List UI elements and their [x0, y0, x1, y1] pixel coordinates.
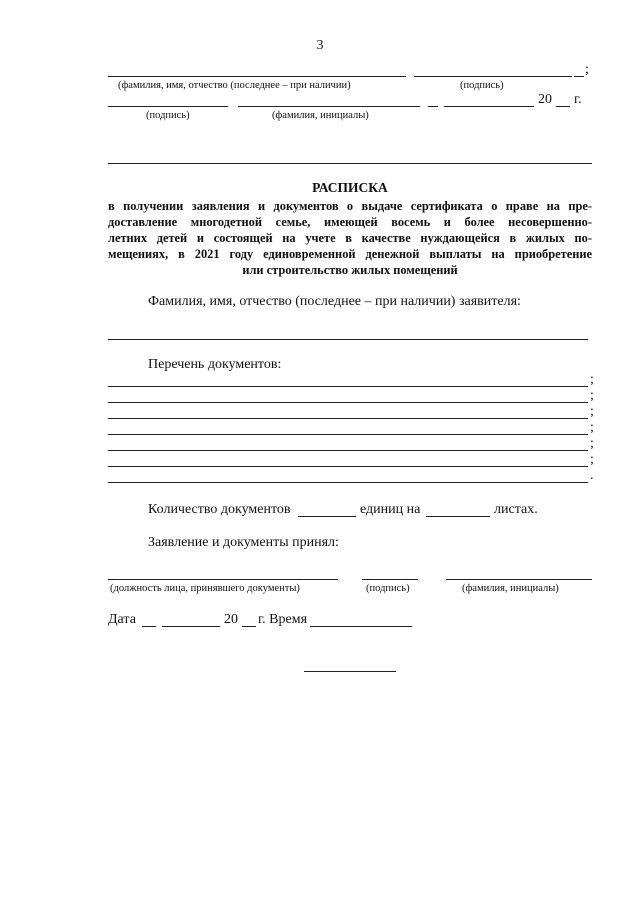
cut-line	[108, 163, 592, 164]
page-number: 3	[316, 38, 324, 53]
caption-sign-bottom: (подпись)	[366, 583, 410, 594]
document-line-end: ;	[590, 372, 594, 387]
heading-line: в получении заявления и документов о выдаче сертификата о праве на пре-	[108, 199, 592, 213]
heading-line: доставление многодетной семье, имеющей восемь и более несовершенно-	[108, 215, 592, 229]
year-prefix: 20	[538, 92, 552, 107]
document-line-end: .	[590, 468, 594, 483]
month-line	[444, 106, 534, 107]
caption-initials-top: (фамилия, инициалы)	[272, 110, 369, 121]
document-line	[108, 466, 588, 467]
document-line	[108, 434, 588, 435]
signature-line-right-tail	[574, 76, 584, 77]
applicant-line	[108, 339, 588, 340]
date-label: Дата	[108, 612, 136, 627]
document-line-end: ;	[590, 420, 594, 435]
accepted-label: Заявление и документы принял:	[148, 535, 339, 550]
time-line	[310, 626, 412, 627]
caption-fio: (фамилия, имя, отчество (последнее – при наличии)	[118, 80, 351, 91]
receipt-title: РАСПИСКА	[312, 180, 388, 195]
count-sheets: листах.	[494, 502, 538, 517]
date-year-line	[242, 626, 256, 627]
accepted-sign-line	[362, 579, 418, 580]
document-line-end: ;	[590, 436, 594, 451]
count-sheets-line	[426, 516, 490, 517]
document-line	[108, 418, 588, 419]
date-year-suffix: г. Время	[258, 612, 308, 627]
document-line	[108, 450, 588, 451]
day-line	[428, 106, 438, 107]
fio-signature-line	[108, 76, 406, 77]
count-label: Количество документов	[148, 502, 291, 517]
sign-line-left	[108, 106, 228, 107]
closing-line	[304, 671, 396, 672]
caption-position: (должность лица, принявшего документы)	[110, 583, 300, 594]
year-line	[556, 106, 570, 107]
caption-sign-left: (подпись)	[146, 110, 190, 121]
signature-line-right	[414, 76, 572, 77]
caption-sign-right: (подпись)	[460, 80, 504, 91]
document-line	[108, 386, 588, 387]
initials-line	[238, 106, 420, 107]
row1-semicolon: ;	[585, 62, 589, 77]
document-line-end: ;	[590, 404, 594, 419]
heading-line: мещениях, в 2021 году единовременной денежной выплаты на приобретение	[108, 247, 592, 261]
count-docs-line	[298, 516, 356, 517]
applicant-label: Фамилия, имя, отчество (последнее – при наличии) заявителя:	[148, 294, 521, 309]
date-month-line	[162, 626, 220, 627]
document-line	[108, 482, 588, 483]
heading-line: или строительство жилых помещений	[242, 263, 458, 277]
date-year-prefix: 20	[224, 612, 238, 627]
caption-initials-bottom: (фамилия, инициалы)	[462, 583, 559, 594]
receipt-heading	[108, 198, 592, 278]
year-suffix: г.	[574, 92, 582, 107]
date-day-line	[142, 626, 156, 627]
document-line-end: ;	[590, 452, 594, 467]
position-line	[108, 579, 338, 580]
document-line-end: ;	[590, 388, 594, 403]
document-line	[108, 402, 588, 403]
documents-label: Перечень документов:	[148, 357, 282, 372]
count-units: единиц на	[360, 502, 421, 517]
accepted-initials-line	[446, 579, 592, 580]
heading-line: летних детей и состоящей на учете в качестве нуждающейся в жилых по-	[108, 231, 592, 245]
